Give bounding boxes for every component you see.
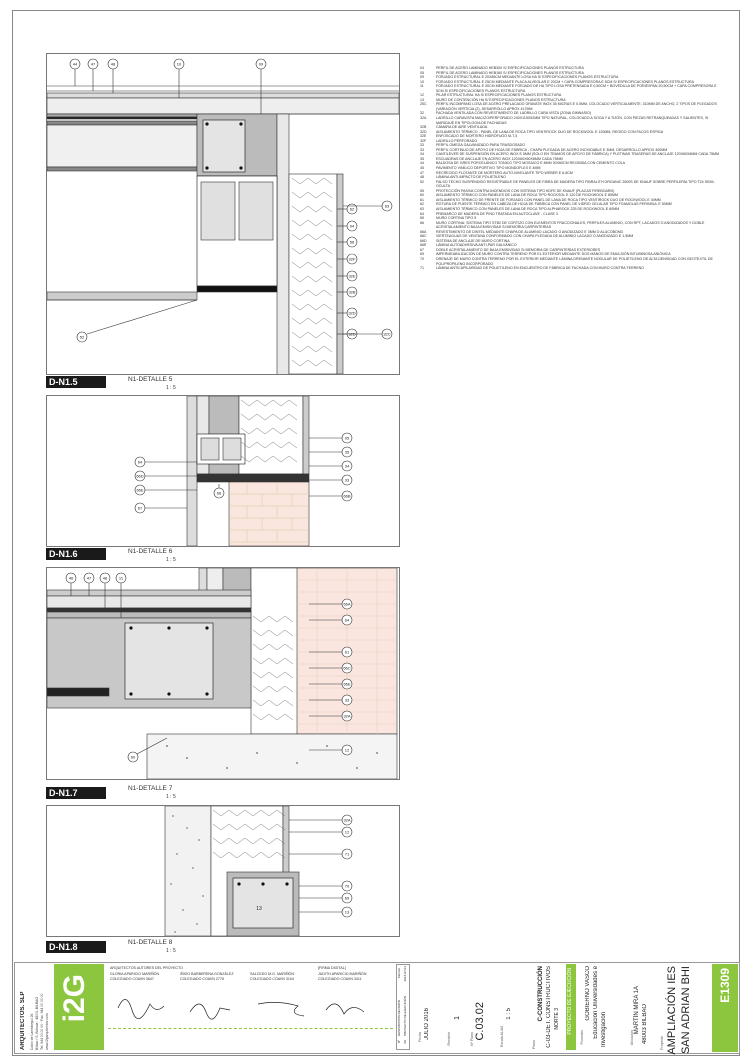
d7-callout-66c: 66C bbox=[343, 665, 351, 671]
d8-callout-12: 12 bbox=[344, 829, 350, 835]
legend-code: 66E bbox=[420, 243, 427, 248]
client-2: Educación Universidades e bbox=[593, 966, 599, 1039]
legend-text: CANTILEVER DE SUSPENSIÓN EN ACERO INOX E 5MM (SOLO EN TRAMOS DE APOYO DE FÁBRICA) Y PLETINAS TRASERAS DE ANCLAJE 120X60X6MM CADA 75MM bbox=[436, 152, 720, 157]
legend-row bbox=[420, 102, 725, 111]
legend-text: FORJADO ESTRUCTURAL E 30CM MEDIANTE FORJADO DE HA TIPO LOSA PRETENSADA E 0,50CM + BOVEDILLA DE PORIEXPAN 20,50CM + CAPA COMPRESORA E 5CM S/ ESPECIFICACIONES PLANOS ESTRUCTURA bbox=[436, 84, 717, 93]
legend-text: ENFOSCADO DE MORTERO HIDRÓFUGO M-7,5 bbox=[436, 134, 518, 139]
detail-5-tag: D-N1.5 bbox=[46, 376, 106, 388]
firm-logo-mark: i2G bbox=[58, 974, 91, 1023]
legend-text: PREMARCO DE MADERA DE PINO TRATADA EN AUTOCLAVE - CLASE 3 bbox=[436, 211, 558, 216]
firm-address-1: Colón de Larreátegui 26 bbox=[30, 1013, 34, 1050]
d6-callout-66d: 66D bbox=[136, 473, 144, 479]
client-1: GOBIERNO VASCO bbox=[585, 966, 591, 1021]
legend-text: PERFIL OMEGA GALVANIZADO PARA TRASDOSADO bbox=[436, 143, 526, 148]
legend-code: 64 bbox=[420, 211, 424, 216]
d6-callout-66: 66 bbox=[216, 490, 222, 496]
legend-text: IMPERMEABILIZACIÓN DE MURO CONTRA TERRENO POR EL EXTERIOR MEDIANTE DOS MANOS DE EMULSIÓN BITUMINOSA ANIÓNICA bbox=[436, 252, 671, 257]
d6-callout-66e: 66E bbox=[136, 487, 144, 493]
d8-callout-71: 71 bbox=[344, 851, 350, 857]
legend-code: 66 bbox=[420, 220, 424, 225]
legend-text: AISLAMIENTO TÉRMICO DE FRENTE DE FORJADO CON PANEL DE LANA DE ROCA TIPO VENTIROCK DUO DE ROCKWOOL E 40MM bbox=[436, 197, 661, 202]
legend-text: MURO CORTINA: SISTEMA TIPO STB2 DE CORTIZO CON ELEMENTOS FRACCIONALES, PERFILES ALUMINIO, CON RPT, LACADOS O ANODIZADOS Y DOBLE ACRISTALAMIENTO BAJA EMISIVIDAD SI MEMORIA CARPINTERÍAS bbox=[436, 220, 705, 230]
legend-text: REVESTIMIENTO DE DINTEL MEDIANTE CHAPA DE ALUMINIO LACADO O ANODIZADO E 3MM O ALUCOBOND bbox=[436, 229, 624, 234]
sheet-value: 1 bbox=[454, 1016, 461, 1020]
detail-5-drawing bbox=[46, 53, 400, 375]
d8-label-13: 13 bbox=[256, 906, 262, 912]
architect-registration: COLEGIADO COAVN 2778 bbox=[180, 977, 224, 981]
detail-7-svg bbox=[47, 568, 399, 779]
detail-6-svg bbox=[47, 396, 399, 546]
d7-callout-33: 33 bbox=[344, 697, 350, 703]
legend-code: 13 bbox=[420, 97, 424, 102]
legend-code: 48 bbox=[420, 175, 424, 180]
d5-callout-32e: 32E bbox=[348, 273, 356, 279]
scale-label: Escala A1/A3 bbox=[500, 1026, 504, 1047]
revision-col-desc: DESCRIPCIÓN REVISIÓN bbox=[397, 1000, 401, 1037]
legend-code: 05 bbox=[420, 70, 424, 75]
d7-callout-32a: 32A bbox=[343, 713, 351, 719]
revision-row-no: 00 bbox=[403, 1040, 407, 1044]
legend-text: LADRILLO PERFORADO bbox=[436, 138, 478, 143]
d5-callout-48: 48 bbox=[110, 61, 116, 67]
legend-code: 55 bbox=[420, 188, 424, 193]
d5-callout-47: 47 bbox=[90, 61, 96, 67]
legend-text: VIERTEAGUAS DE VENTANA CONFORMADO CON CHAPA PLEGADA DE ALUMINIO LACADO O ANODIZADO E 1,5MM bbox=[436, 234, 634, 239]
firm-logo bbox=[54, 964, 104, 1050]
client-3: Investigación bbox=[601, 1012, 607, 1048]
architect-name: GLORIA APARICIO MARIÑÓN bbox=[110, 972, 160, 976]
detail-7-drawing bbox=[46, 567, 400, 780]
legend-code: 63 bbox=[420, 206, 424, 211]
signature-4 bbox=[326, 1004, 364, 1014]
legend-text: FALSO TECHO SUSPENDIDO REGISTRABLE DE PANELES DE FIBRA DE MADERA TIPO FIBRALITH ORGANIC 2500S DE KNAUF SOBRE PERFILERÍA TIPO T24 SEMI-OCULTA bbox=[436, 179, 715, 189]
plan-label: Plano bbox=[532, 1040, 536, 1049]
revision-col-date: FECHA bbox=[397, 968, 401, 979]
legend-code: 47 bbox=[420, 170, 424, 175]
legend-code: 32F bbox=[420, 138, 427, 143]
d7-callout-66a: 66A bbox=[343, 601, 351, 607]
legend-code: 10 bbox=[420, 79, 424, 84]
legend-code: 69 bbox=[420, 252, 424, 257]
legend-row bbox=[420, 84, 725, 93]
d6-callout-67: 67 bbox=[137, 505, 143, 511]
date-label: Fecha bbox=[418, 1032, 422, 1042]
date-value: JULIO 2016 bbox=[424, 1008, 430, 1041]
d5-callout-56: 56 bbox=[349, 239, 355, 245]
scale-value: 1 : 5 bbox=[506, 1008, 512, 1020]
legend-code: 09 bbox=[420, 75, 424, 80]
legend-text: AISLAMIENTO TÉRMICO CON PANELES DE LANA DE ROCA TIPO ROCKSOL E 120 DE ROCKWOOL E 80MM bbox=[436, 193, 618, 198]
legend-text: PERFIL CORTINUO DE APOYO DE HOJA DE FÁBRICA - CHAPA PLEGADA DE ACERO INOXIDABLE E 3MM, DESARROLLO APROX 400MM bbox=[436, 147, 668, 152]
d7-callout-48: 48 bbox=[102, 575, 108, 581]
legend-code: 44 bbox=[420, 161, 424, 166]
plan-no-label: Nº Plano bbox=[470, 1032, 474, 1046]
architect-registration: COLEGIADO COAVN 3411 bbox=[318, 977, 362, 981]
detail-6-drawing bbox=[46, 395, 400, 547]
legend-code: 62 bbox=[420, 202, 424, 207]
detail-7-scale: 1 : 5 bbox=[166, 794, 176, 800]
legend-text: SISTEMA DE ANCLAJE DE MURO CORTINA bbox=[436, 238, 510, 243]
legend-row bbox=[420, 221, 725, 230]
legend-text: LADRILLO CARAVISTA MACIZO/PERFORADO 240X115X52MM TIPO NATURAL, COLOCADO A SOGA Y A TIZÓN, CON PIEZAS RETRANQUEADAS Y SALIENTES, SI MARIDAJE EN TIPOLOGIA DE FACHADAS bbox=[436, 116, 709, 125]
legend-code: 66D bbox=[420, 238, 427, 243]
legend-text: LÁMINA AUTOADHESIVA ANTI-PAR GALVÁNICO bbox=[436, 243, 517, 248]
d8-callout-69: 69 bbox=[344, 895, 350, 901]
detail-6-name: N1-DETALLE 6 bbox=[128, 548, 173, 555]
revision-row-desc: PROYECTO DE EJECUCIÓN bbox=[403, 996, 407, 1036]
legend-text: DRENAJE DE MURO CONTRA TERRENO POR EL EXTERIOR MEDIANTE LÁMINA DRENANTE NODULAR DE POLIETILENO DE ALTA DENSIDAD CON GEOTEXTIL DE POLIPROPILENO INCORPORADO bbox=[436, 256, 713, 266]
legend-text: FORJADO ESTRUCTURAL E 25CM MEDIANTE PLACA ALVEOLAR E 20CM + CAPA COMPRESORA E 5CM S/ ESPECIFICACIONES PLANOS ESTRUCTURA bbox=[436, 79, 695, 84]
legend-code: 33 bbox=[420, 147, 424, 152]
architect-name: SALCEDO M.G. MARIÑÓN bbox=[250, 972, 294, 976]
legend-text: MURO DE CONTENCIÓN HA S/ ESPECIFICACIONES PLANOS ESTRUCTURA bbox=[436, 97, 566, 102]
architect-registration: COLEGIADO COAVN 3104 bbox=[250, 977, 294, 981]
signature-1 bbox=[118, 999, 164, 1018]
sheet-label: Revisión bbox=[447, 1032, 451, 1046]
legend-code: 11 bbox=[420, 84, 424, 89]
detail-7-tag: D-N1.7 bbox=[46, 787, 106, 799]
legend-code: 65 bbox=[420, 216, 424, 221]
material-legend bbox=[420, 66, 725, 271]
legend-code: 70 bbox=[420, 256, 424, 261]
legend-row bbox=[420, 180, 725, 189]
revision-row-date: 2016-07-01 bbox=[403, 966, 407, 982]
d8-callout-13: 13 bbox=[344, 909, 350, 915]
d7-callout-64: 64 bbox=[344, 617, 350, 623]
d6-callout-05: 05 bbox=[344, 435, 350, 441]
architect-registration: COLEGIADO COAVN 3647 bbox=[110, 977, 154, 981]
d8-callout-70: 70 bbox=[344, 883, 350, 889]
legend-text: RECRECIDO FLOTANTE DE MORTERO AUTO-NIVELANTE TIPO WEBER E 6-8CM bbox=[436, 170, 573, 175]
legend-text: LÁMINA ANTI-IMPACTO DE POLIETILENO bbox=[436, 175, 506, 180]
legend-row bbox=[420, 116, 725, 125]
plan-title-1: C-CONSTRUCCIÓN bbox=[538, 966, 544, 1022]
detail-5-name: N1-DETALLE 5 bbox=[128, 376, 173, 383]
legend-code: 67 bbox=[420, 247, 424, 252]
site-1: MARTÍN MIRA 1A bbox=[634, 986, 640, 1035]
legend-text: DOBLE ACRISTALAMIENTO DE BAJA EMISIVIDAD SI MEMORIA DE CARPINTERÍAS EXTERIORES bbox=[436, 247, 601, 252]
d7-callout-46: 46 bbox=[68, 575, 74, 581]
legend-code: 34 bbox=[420, 152, 424, 157]
legend-text: AISLAMIENTO TÉRMICO CON PANELES DE LANA DE ROCA TIPO ALPHAROCK 225 DE ROCKWOOL E 60MM bbox=[436, 206, 620, 211]
project-title-2: SAN ADRIAN BHI bbox=[680, 966, 692, 1055]
legend-code: 35 bbox=[420, 156, 424, 161]
site-label: Ubicación bbox=[630, 1030, 634, 1046]
plan-title-2: C-03-DET. CONSTRUCTIVOS bbox=[546, 966, 552, 1048]
legend-text: PERFIL INCOMPANO LOSA DE ACERO PRELACADO GRAVATE INOX 35 MICRAS E 0,5MM, COLOCADO VERTICALMENTE, 310MM DE ANCHO, 2 TIPOS DE PLEGADOS (VARIACIÓN VERTICAL(2), DESARROLLO APROX 417MM bbox=[436, 102, 717, 111]
legend-text: CÁMARA DE AIRE VENTILADA bbox=[436, 125, 488, 130]
legend-text: PILAR ESTRUCTURAL HA S/ ESPECIFICACIONES PLANOS ESTRUCTURA bbox=[436, 93, 562, 98]
legend-code: 45 bbox=[420, 166, 424, 171]
legend-text: ROTURA DE PUENTE TÉRMICO EN CABEZA DE HOJA DE FÁBRICA CON PANEL DE VIDRIO CELULAR TIPO FOAMGLAS PERINSUL E 50MM bbox=[436, 202, 672, 207]
legend-text: FORJADO ESTRUCTURAL E 20X85CM MEDIANTE LOSA HA S/ ESPECIFICACIONES PLANOS ESTRUCTURA bbox=[436, 75, 619, 80]
architect-name: IÑIGO BARBERENA GONZÁLEZ bbox=[180, 972, 234, 976]
legend-code: 32E bbox=[420, 134, 427, 139]
legend-code: 60 bbox=[420, 193, 424, 198]
detail-5-scale: 1 : 5 bbox=[166, 385, 176, 391]
signatures-svg bbox=[108, 988, 388, 1028]
plan-title-3: NORTE 3 bbox=[554, 1008, 560, 1030]
d7-callout-61: 61 bbox=[344, 649, 350, 655]
d7-callout-60: 60 bbox=[130, 754, 136, 760]
legend-code: 33 bbox=[420, 143, 424, 148]
legend-text: FACHADA VENTILADA CON REVESTIMIENTO DE LADRILLO CARA VISTA (ZONA GIMNASIO) bbox=[436, 111, 592, 116]
legend-text: AISLAMIENTO TÉRMICO - PANEL DE LANA DE ROCA TIPO VENTIROCK DUO DE ROCKWOOL E 120MM, REGIDO CON FACOS ESPIGA bbox=[436, 129, 664, 134]
legend-code: 66A bbox=[420, 229, 427, 234]
firm-name: ARQUITECTOS. SLP bbox=[20, 991, 26, 1050]
legend-row bbox=[420, 257, 725, 266]
d5-callout-32d-b: 32D bbox=[348, 331, 356, 337]
legend-code: 12 bbox=[420, 93, 424, 98]
legend-text: BALDOSA DE GRES PORCELÁNICO TONICO TIPO MOSAICO E 8MM 30X60CM RECIBIDA CON CEMENTO COLA bbox=[436, 161, 626, 166]
legend-text: MURO CORTINA TIPO 5 bbox=[436, 216, 477, 221]
legend-code: 25C bbox=[420, 102, 427, 107]
legend-text: LÁMINA ANTICAPILARIDAD DE POLIETILENO EN ENCUENTRO DE FÁBRICA DE FACHADA CON MURO CONTRA TERRENO bbox=[436, 266, 645, 271]
d5-callout-09: 09 bbox=[258, 61, 264, 67]
legend-text: PROTECCIÓN PASIVA CONTRA INCENDIOS CON SISTEMA TIPO KDFE DE KNAUF (PLACAS FIREBOARD) bbox=[436, 188, 615, 193]
detail-8-drawing bbox=[46, 805, 400, 937]
detail-8-svg bbox=[47, 806, 399, 936]
legend-code: 61 bbox=[420, 197, 424, 202]
project-title-1: AMPLIACIÓN IES bbox=[666, 966, 678, 1055]
detail-6-scale: 1 : 5 bbox=[166, 557, 176, 563]
plan-no-value: C.03.02 bbox=[474, 1002, 486, 1041]
d5-callout-63: 63 bbox=[384, 203, 390, 209]
detail-8-scale: 1 : 5 bbox=[166, 948, 176, 954]
firm-web: www.i2garquitectos.com bbox=[45, 1013, 49, 1050]
architect-name: JUDITH APARICIO MARIÑÓN bbox=[318, 972, 367, 976]
d6-callout-66b: 66B bbox=[343, 493, 351, 499]
legend-text: ESCUADRAS DE ANCLAJE EN ACERO INOX 120X60X60X6MM CADA 75MM bbox=[436, 156, 563, 161]
project-label: Proyecto bbox=[660, 1036, 664, 1050]
legend-code: 32D bbox=[420, 129, 427, 134]
signature-2 bbox=[190, 1004, 230, 1019]
phase-label: PROYECTO DE EJECUCIÓN bbox=[567, 968, 573, 1035]
legend-code: 66C bbox=[420, 234, 427, 239]
legend-text: PAVIMENTO VINÍLICO DEPORTIVO TIPO MONDOFLEX E 4MM bbox=[436, 166, 541, 171]
d6-callout-64: 64 bbox=[137, 459, 143, 465]
d6-callout-35: 35 bbox=[344, 449, 350, 455]
authors-label: ARQUITECTOS AUTORES DEL PROYECTO bbox=[110, 966, 183, 970]
d7-callout-11: 11 bbox=[118, 575, 124, 581]
d5-callout-62: 62 bbox=[349, 206, 355, 212]
legend-row bbox=[420, 266, 725, 271]
detail-7-name: N1-DETALLE 7 bbox=[128, 785, 173, 792]
signature-label: [FIRMA DIGITAL] bbox=[318, 966, 346, 970]
firm-address-2: Bilbao / S. Bizkaia · 48001 BILBAO bbox=[35, 997, 39, 1050]
legend-code: 32 bbox=[420, 111, 424, 116]
client-label: Promotor bbox=[580, 1030, 584, 1045]
d6-callout-34: 34 bbox=[344, 463, 350, 469]
revision-col-no: Nº bbox=[397, 1040, 401, 1044]
d5-callout-52: 52 bbox=[79, 334, 85, 340]
d5-callout-32c: 32C bbox=[383, 331, 391, 337]
detail-8-tag: D-N1.8 bbox=[46, 941, 106, 953]
legend-code: 32A bbox=[420, 116, 427, 121]
d5-callout-32b: 32B bbox=[348, 289, 356, 295]
legend-code: 52 bbox=[420, 179, 424, 184]
detail-6-tag: D-N1.6 bbox=[46, 548, 106, 560]
d7-callout-12: 12 bbox=[344, 747, 350, 753]
legend-text: PERFIL DE ACERO LAMINADO HEB300 S/ ESPECIFICACIONES PLANOS ESTRUCTURA bbox=[436, 66, 584, 70]
project-code: E1309 bbox=[718, 968, 732, 1003]
site-2: 48003 BILBAO bbox=[642, 1004, 648, 1045]
d6-callout-33: 33 bbox=[344, 477, 350, 483]
legend-code: 71 bbox=[420, 266, 424, 271]
signature-divider bbox=[108, 1028, 393, 1029]
d5-callout-32d-a: 32D bbox=[348, 310, 356, 316]
signature-3 bbox=[258, 1002, 304, 1016]
d5-callout-32f: 32F bbox=[348, 256, 356, 262]
d8-callout-32a: 32A bbox=[343, 817, 351, 823]
detail-8-name: N1-DETALLE 8 bbox=[128, 939, 173, 946]
detail-5-svg bbox=[47, 54, 399, 374]
firm-tel: Tel. 944 00 00 00 · Fax. 944 00 00 00 bbox=[40, 993, 44, 1050]
legend-code: 32B bbox=[420, 125, 427, 130]
legend-code: 04 bbox=[420, 66, 424, 70]
d7-callout-66e: 66E bbox=[343, 681, 351, 687]
legend-text: PERFIL DE ACERO LAMINADO HEB160 S/ ESPECIFICACIONES PLANOS ESTRUCTURA bbox=[436, 70, 584, 75]
d5-callout-44: 44 bbox=[72, 61, 78, 67]
d5-callout-10: 10 bbox=[176, 61, 182, 67]
d5-callout-04: 04 bbox=[349, 223, 355, 229]
d7-callout-47: 47 bbox=[86, 575, 92, 581]
